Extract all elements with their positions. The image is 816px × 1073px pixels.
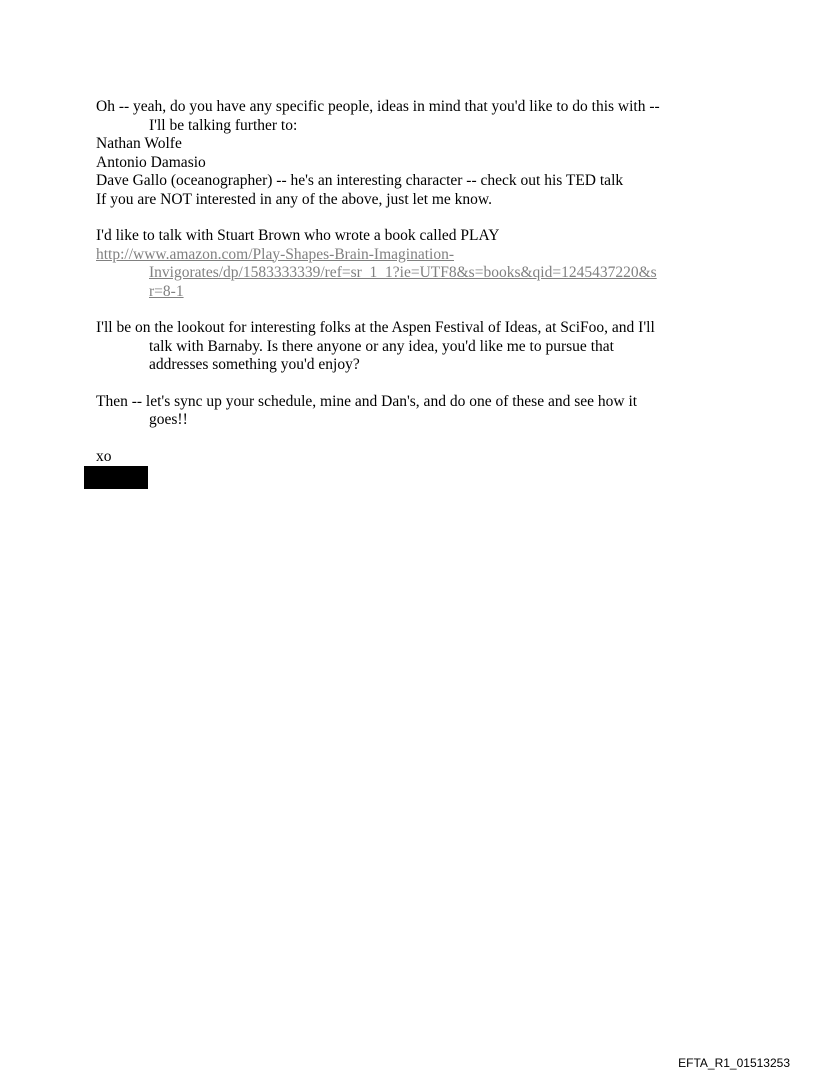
amazon-link[interactable] [96,246,686,302]
paragraph-stuart-brown [96,227,686,301]
text-line: I'll be talking further to: [149,116,298,134]
link-line[interactable]: http://www.amazon.com/Play-Shapes-Brain-Imagination- [96,245,454,263]
link-line[interactable]: Invigorates/dp/1583333339/ref=sr_1_1?ie=UTF8&s=books&qid=1245437220&s [149,264,657,281]
signoff [96,448,686,467]
signoff-text: xo [96,447,112,465]
email-body [96,98,686,466]
paragraph-spacer [96,209,686,227]
text-line: addresses something you'd enjoy? [149,356,360,373]
paragraph-schedule [96,393,686,430]
text-line: talk with Barnaby. Is there anyone or any idea, you'd like me to pursue that [149,337,614,355]
text-line: Then -- let's sync up your schedule, mine and Dan's, and do one of these and see how it [96,392,638,410]
text-line: Oh -- yeah, do you have any specific people, ideas in mind that you'd like to do this with -- [96,98,660,115]
text-line: I'd like to talk with Stuart Brown who wrote a book called PLAY [96,227,500,244]
document-id: EFTA_R1_01513253 [678,1056,790,1070]
text-line: If you are NOT interested in any of the above, just let me know. [96,190,492,208]
paragraph-spacer [96,375,686,393]
paragraph-aspen [96,319,686,375]
text-line: I'll be on the lookout for interesting folks at the Aspen Festival of Ideas, at SciFoo, and I'll [96,319,655,336]
link-line[interactable]: r=8-1 [149,282,184,300]
name-nathan-wolfe: Nathan Wolfe [96,135,182,152]
paragraph-spacer [96,301,686,319]
paragraph-spacer [96,430,686,448]
redaction-box [84,466,148,489]
text-line: Dave Gallo (oceanographer) -- he's an interesting character -- check out his TED talk [96,172,624,189]
text-line: goes!! [149,411,188,428]
name-antonio-damasio: Antonio Damasio [96,153,206,171]
paragraph-people [96,98,686,209]
